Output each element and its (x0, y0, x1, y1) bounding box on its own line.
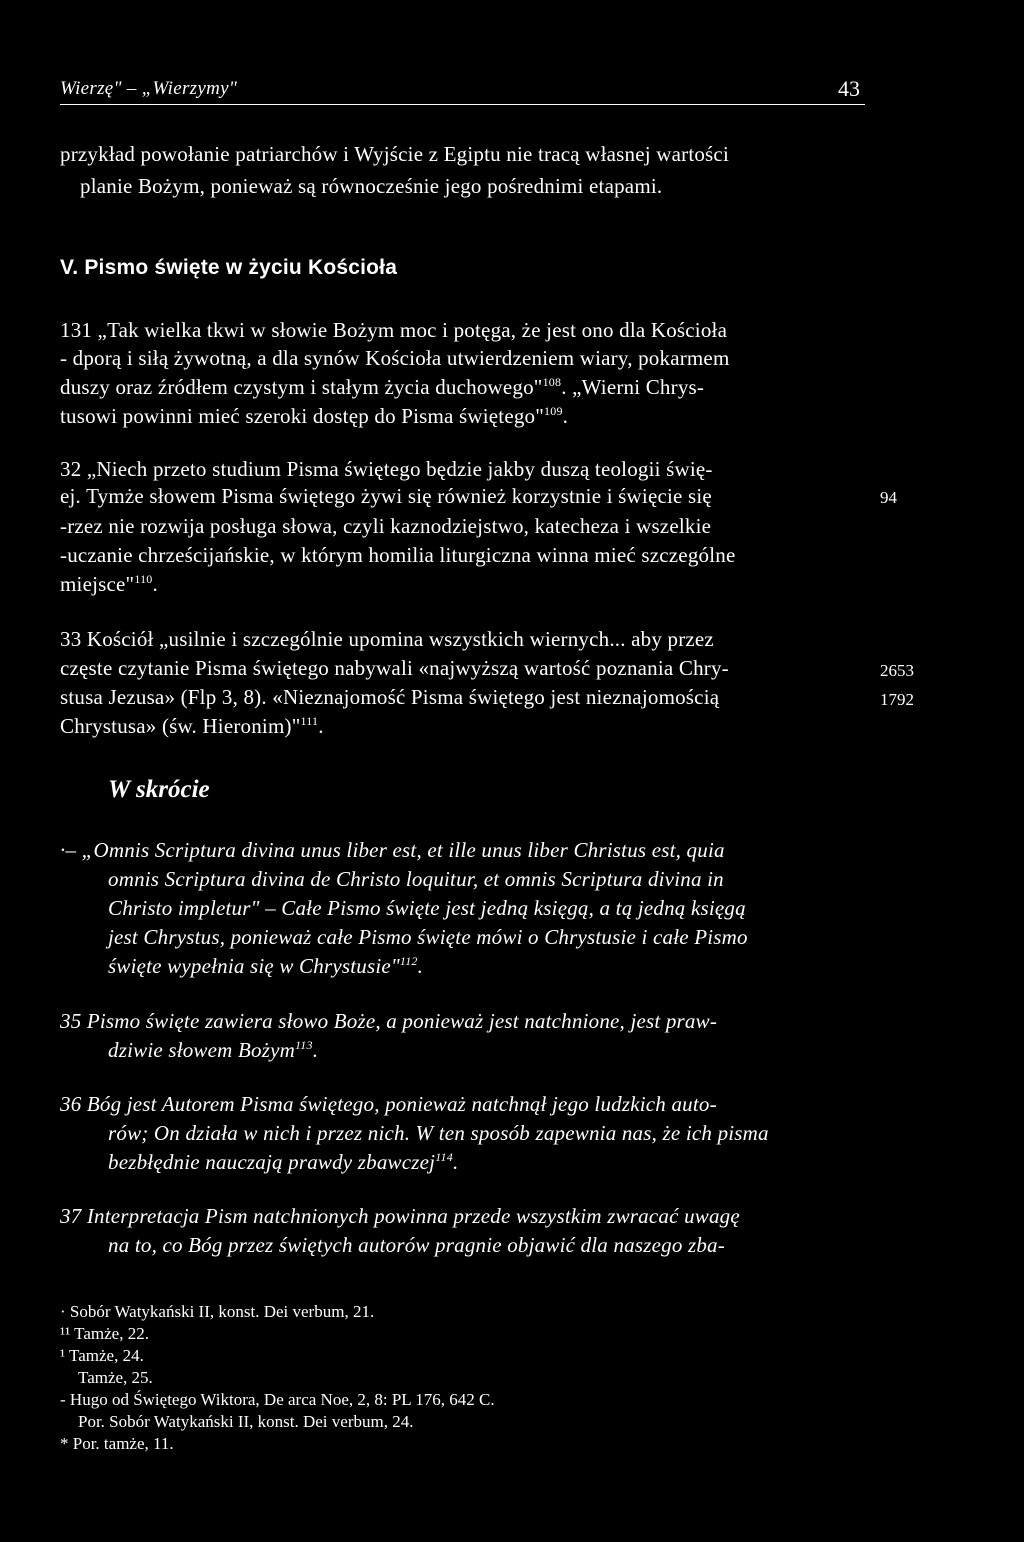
p133-line-4: Chrystusa» (św. Hieronim)"$^{111}$. (60, 714, 324, 738)
margin-ref-94: 94 (880, 488, 897, 507)
intro-line-1: przykład powołanie patriarchów i Wyjście z Egiptu nie tracą własnej wartości (60, 142, 729, 166)
intro-line-2: planie Bożym, ponieważ są równocześnie jego pośrednimi etapami. (80, 174, 663, 198)
footnote-4: Tamże, 25. (78, 1368, 153, 1387)
margin-ref-1792: 1792 (880, 690, 914, 709)
p131-line-3: duszy oraz źródłem czystym i stałym życia duchowego"$^{108}$. „Wierni Chrys- (60, 375, 705, 399)
footnote-ref: 112 (399, 954, 418, 968)
p133-line-3: stusa Jezusa» (Flp 3, 8). «Nieznajomość Pisma świętego jest nieznajomością (60, 685, 720, 709)
footnote-3: ¹ Tamże, 24. (60, 1346, 144, 1365)
p131-line-4: tusowi powinni mieć szeroki dostęp do Pisma świętego"$^{109}$. (60, 404, 569, 428)
p133-line-1: 33 Kościół „usilnie i szczególnie upomina wszystkich wiernych... aby przez (60, 627, 714, 651)
p132-line-5: miejsce"$^{110}$. (60, 572, 158, 596)
page-number: 43 (838, 76, 860, 101)
p131-line-2: - dporą i siłą żywotną, a dla synów Kościoła utwierdzeniem wiary, pokarmem (60, 346, 730, 370)
section-heading: V. Pismo święte w życiu Kościoła (60, 256, 398, 279)
s136-line-1: 36 Bóg jest Autorem Pisma świętego, ponieważ natchnął jego ludzkich auto- (60, 1092, 717, 1116)
footnote-5: - Hugo od Świętego Wiktora, De arca Noe, 2, 8: PL 176, 642 C. (60, 1390, 495, 1409)
p132-line-4: -uczanie chrześcijańskie, w którym homilia liturgiczna winna mieć szczególne (60, 543, 736, 567)
s137-line-2: na to, co Bóg przez świętych autorów pragnie objawić dla naszego zba- (108, 1233, 725, 1257)
s135-line-2: dziwie słowem Bożym$^{113}$. (108, 1038, 319, 1062)
s136-line-3: bezbłędnie nauczają prawdy zbawczej$^{114}$. (108, 1150, 459, 1174)
header-rule (60, 104, 865, 105)
p132-line-3: -rzez nie rozwija posługa słowa, czyli kaznodziejstwo, katecheza i wszelkie (60, 514, 712, 538)
footnote-ref: 108 (542, 375, 562, 389)
margin-ref-2653: 2653 (880, 661, 914, 680)
footnote-7: * Por. tamże, 11. (60, 1434, 174, 1453)
p132-line-1: 32 „Niech przeto studium Pisma świętego będzie jakby duszą teologii świę- (60, 457, 713, 481)
summary-heading: W skrócie (108, 776, 210, 803)
s134-line-3: Christo impletur" – Całe Pismo święte jest jedną księgą, a tą jedną księgą (108, 896, 746, 920)
p132-line-2: ej. Tymże słowem Pisma świętego żywi się również korzystnie i święcie się (60, 484, 712, 508)
s134-line-2: omnis Scriptura divina de Christo loquitur, et omnis Scriptura divina in (108, 867, 724, 891)
footnote-6: Por. Sobór Watykański II, konst. Dei verbum, 24. (78, 1412, 414, 1431)
p133-line-2: częste czytanie Pisma świętego nabywali «najwyższą wartość poznania Chry- (60, 656, 729, 680)
footnote-ref: 109 (544, 404, 563, 418)
s137-line-1: 37 Interpretacja Pism natchnionych powinna przede wszystkim zwracać uwagę (60, 1204, 740, 1228)
running-title: Wierzę" – „Wierzymy" (60, 78, 238, 99)
s135-line-1: 35 Pismo święte zawiera słowo Boże, a ponieważ jest natchnione, jest praw- (60, 1009, 718, 1033)
s134-line-1: ·– „Omnis Scriptura divina unus liber est, et ille unus liber Christus est, quia (60, 838, 725, 862)
footnote-ref: 113 (294, 1038, 313, 1052)
footnote-ref: 110 (134, 572, 153, 586)
footnote-ref: 111 (300, 714, 319, 728)
footnote-ref: 114 (435, 1150, 453, 1164)
s134-line-5: święte wypełnia się w Chrystusie"$^{112}$. (108, 954, 424, 978)
footnote-2: ¹¹ Tamże, 22. (60, 1324, 149, 1343)
footnote-1: · Sobór Watykański II, konst. Dei verbum, 21. (60, 1302, 375, 1321)
s136-line-2: rów; On działa w nich i przez nich. W ten sposób zapewnia nas, że ich pisma (108, 1121, 769, 1145)
s134-line-4: jest Chrystus, ponieważ całe Pismo święte mówi o Chrystusie i całe Pismo (108, 925, 748, 949)
p131-line-1: 131 „Tak wielka tkwi w słowie Bożym moc i potęga, że jest ono dla Kościoła (60, 318, 728, 342)
